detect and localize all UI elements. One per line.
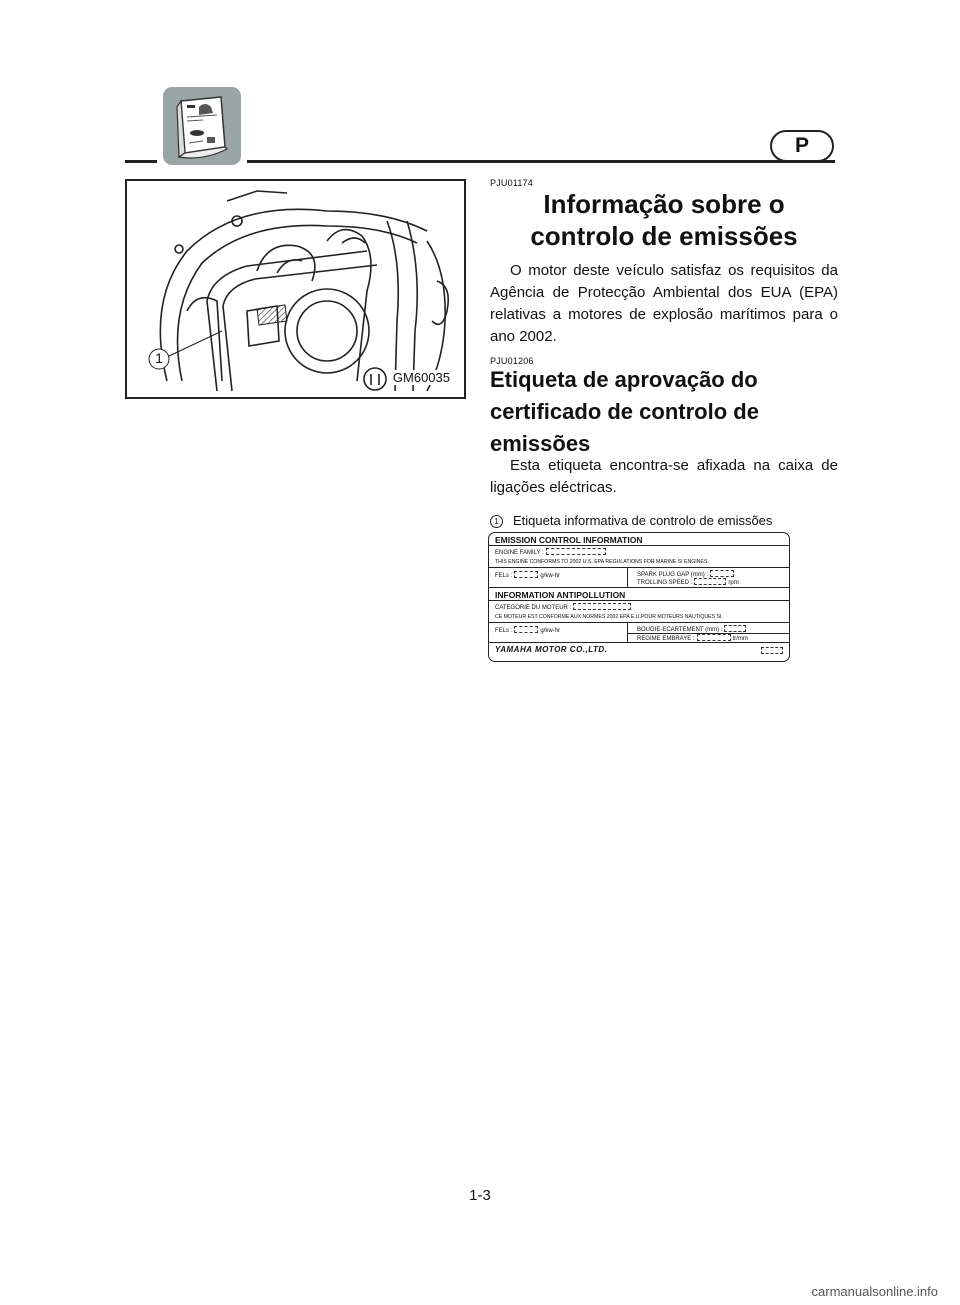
manual-book-icon (163, 87, 241, 165)
header-rule-right (247, 160, 835, 163)
label-en-fels: FELs : g/kw-hr (495, 573, 561, 579)
label-rule (489, 567, 789, 568)
figure-callout-number: 1 (155, 350, 163, 366)
language-badge: P (770, 130, 834, 162)
label-divider (627, 622, 628, 642)
engine-line-drawing (127, 181, 466, 399)
label-fr-fels: FELs : g/kw-hr (495, 628, 561, 634)
section1-code: PJU01174 (490, 178, 533, 188)
label-rule (489, 642, 789, 643)
label-callout (490, 513, 772, 528)
label-serial-box (759, 647, 785, 655)
section2-title: Etiqueta de aprovação do certificado de controlo de emissões (490, 367, 759, 456)
figure-code: GM60035 (392, 370, 450, 385)
callout-number: 1 (490, 515, 503, 528)
label-fr-conform: CE MOTEUR EST CONFORME AUX NORMES 2002 EPA E.U.POUR MOTEURS NAUTIQUES SI. (495, 614, 723, 620)
label-fr-bougie: BOUGIE-ECARTEMENT (mm) : (637, 625, 748, 633)
section2-code: PJU01206 (490, 356, 534, 366)
section1-title: Informação sobre o controlo de emissões (530, 189, 798, 251)
label-fr-regime: REGIME EMBRAYE : tr/mm (637, 636, 748, 642)
emission-label (488, 532, 790, 662)
label-fr-family: CATEGORIE DU MOTEUR : (495, 603, 633, 611)
page-number: 1-3 (469, 1187, 491, 1204)
label-en-trolling: TROLLING SPEED : rpm (637, 580, 739, 586)
label-en-heading: EMISSION CONTROL INFORMATION (495, 535, 643, 545)
label-rule (489, 587, 789, 588)
section1-paragraph: O motor deste veículo satisfaz os requisitos da Agência de Protecção Ambiental dos EUA (EPA) relativas a motores de explosão marítimos para o ano 2002. (490, 262, 838, 345)
section2-paragraph: Esta etiqueta encontra-se afixada na caixa de ligações eléctricas. (490, 457, 838, 496)
header-rule-left (125, 160, 157, 163)
watermark: carmanualsonline.info (811, 1284, 938, 1299)
label-en-conform: THIS ENGINE CONFORMS TO 2002 U.S. EPA REGULATIONS FOR MARINE SI ENGINES. (495, 559, 709, 565)
engine-figure (125, 179, 466, 399)
label-en-spark: SPARK PLUG GAP (mm) : (637, 570, 736, 578)
callout-text: Etiqueta informativa de controlo de emissões (513, 513, 773, 528)
label-rule (489, 622, 789, 623)
label-divider (627, 567, 628, 587)
label-rule (489, 600, 789, 601)
label-en-family: ENGINE FAMILY : (495, 548, 608, 556)
label-rule (489, 545, 789, 546)
label-maker: YAMAHA MOTOR CO.,LTD. (495, 645, 608, 654)
label-fr-heading: INFORMATION ANTIPOLLUTION (495, 590, 626, 600)
